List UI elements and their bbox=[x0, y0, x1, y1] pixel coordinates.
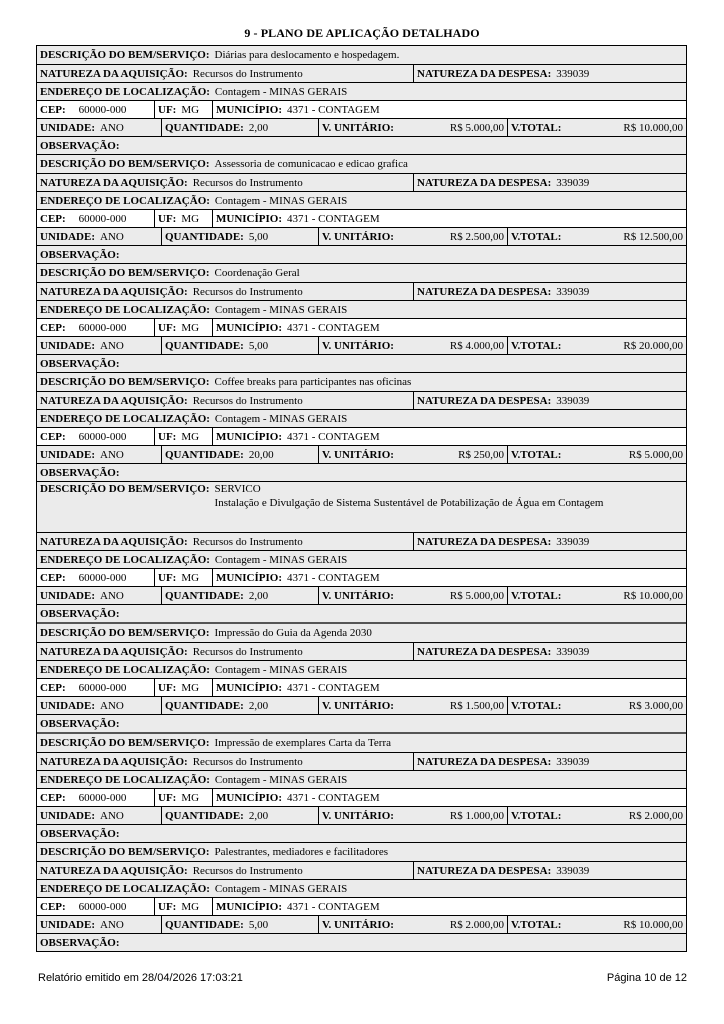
total-label: V.TOTAL: bbox=[511, 809, 562, 822]
acquisition-nature-label: NATUREZA DA AQUISIÇÃO: bbox=[40, 176, 188, 189]
values-row bbox=[37, 696, 686, 714]
quantity-label: QUANTIDADE: bbox=[165, 699, 244, 712]
acquisition-nature-value: Recursos do Instrumento bbox=[192, 645, 303, 658]
acquisition-nature-value: Recursos do Instrumento bbox=[192, 394, 303, 407]
municipality-value: 4371 - CONTAGEM bbox=[287, 791, 380, 804]
plan-table bbox=[36, 45, 687, 952]
expense-nature-value: 339039 bbox=[556, 755, 590, 768]
address-label: ENDEREÇO DE LOCALIZAÇÃO: bbox=[40, 85, 210, 98]
cep-label: CEP: bbox=[40, 571, 66, 584]
location-row bbox=[37, 897, 686, 915]
cep-label: CEP: bbox=[40, 681, 66, 694]
address-row bbox=[37, 550, 686, 568]
total-value: R$ 2.000,00 bbox=[628, 809, 683, 822]
total-value: R$ 3.000,00 bbox=[628, 699, 683, 712]
unit-price-value: R$ 4.000,00 bbox=[449, 339, 504, 352]
unit-label: UNIDADE: bbox=[40, 448, 95, 461]
quantity-value: 20,00 bbox=[248, 448, 274, 461]
values-row bbox=[37, 118, 686, 136]
description-value: Coordenação Geral bbox=[214, 267, 300, 279]
unit-price-value: R$ 2.500,00 bbox=[449, 230, 504, 243]
expense-nature-label: NATUREZA DA DESPESA: bbox=[417, 645, 552, 658]
description-row bbox=[37, 46, 686, 64]
observation-label: OBSERVAÇÃO: bbox=[40, 936, 120, 949]
cep-label: CEP: bbox=[40, 103, 66, 116]
acquisition-nature-label: NATUREZA DA AQUISIÇÃO: bbox=[40, 67, 188, 80]
municipality-label: MUNICÍPIO: bbox=[216, 430, 282, 443]
address-value: Contagem - MINAS GERAIS bbox=[214, 412, 348, 425]
observation-row bbox=[37, 604, 686, 622]
total-value: R$ 5.000,00 bbox=[628, 448, 683, 461]
address-value: Contagem - MINAS GERAIS bbox=[214, 303, 348, 316]
values-row bbox=[37, 806, 686, 824]
unit-label: UNIDADE: bbox=[40, 699, 95, 712]
plan-item bbox=[37, 622, 686, 732]
acquisition-nature-label: NATUREZA DA AQUISIÇÃO: bbox=[40, 864, 188, 877]
address-label: ENDEREÇO DE LOCALIZAÇÃO: bbox=[40, 412, 210, 425]
description-row bbox=[37, 155, 686, 173]
total-label: V.TOTAL: bbox=[511, 230, 562, 243]
quantity-value: 2,00 bbox=[248, 589, 269, 602]
uf-value: MG bbox=[181, 900, 200, 913]
total-value: R$ 12.500,00 bbox=[623, 230, 683, 243]
expense-nature-value: 339039 bbox=[556, 176, 590, 189]
unit-value: ANO bbox=[100, 121, 124, 134]
municipality-value: 4371 - CONTAGEM bbox=[287, 430, 380, 443]
acquisition-nature-label: NATUREZA DA AQUISIÇÃO: bbox=[40, 755, 188, 768]
address-row bbox=[37, 191, 686, 209]
cep-label: CEP: bbox=[40, 430, 66, 443]
address-row bbox=[37, 770, 686, 788]
municipality-value: 4371 - CONTAGEM bbox=[287, 212, 380, 225]
description-label: DESCRIÇÃO DO BEM/SERVIÇO: bbox=[40, 158, 210, 170]
values-row bbox=[37, 336, 686, 354]
unit-value: ANO bbox=[100, 448, 124, 461]
uf-label: UF: bbox=[158, 571, 177, 584]
uf-value: MG bbox=[181, 103, 200, 116]
plan-item bbox=[37, 842, 686, 951]
quantity-label: QUANTIDADE: bbox=[165, 121, 244, 134]
total-value: R$ 10.000,00 bbox=[623, 121, 683, 134]
municipality-label: MUNICÍPIO: bbox=[216, 212, 282, 225]
expense-nature-label: NATUREZA DA DESPESA: bbox=[417, 176, 552, 189]
address-value: Contagem - MINAS GERAIS bbox=[214, 773, 348, 786]
description-row bbox=[37, 734, 686, 752]
unit-label: UNIDADE: bbox=[40, 121, 95, 134]
cep-value: 60000-000 bbox=[78, 430, 127, 443]
acquisition-nature-value: Recursos do Instrumento bbox=[192, 67, 303, 80]
municipality-label: MUNICÍPIO: bbox=[216, 571, 282, 584]
address-row bbox=[37, 879, 686, 897]
observation-label: OBSERVAÇÃO: bbox=[40, 248, 120, 261]
description-label: DESCRIÇÃO DO BEM/SERVIÇO: bbox=[40, 737, 210, 749]
description-label: DESCRIÇÃO DO BEM/SERVIÇO: bbox=[40, 267, 210, 279]
uf-value: MG bbox=[181, 430, 200, 443]
uf-label: UF: bbox=[158, 681, 177, 694]
description-label: DESCRIÇÃO DO BEM/SERVIÇO: bbox=[40, 846, 210, 858]
observation-row bbox=[37, 714, 686, 732]
quantity-value: 2,00 bbox=[248, 121, 269, 134]
quantity-label: QUANTIDADE: bbox=[165, 918, 244, 931]
acquisition-nature-value: Recursos do Instrumento bbox=[192, 535, 303, 548]
observation-row bbox=[37, 824, 686, 842]
observation-label: OBSERVAÇÃO: bbox=[40, 717, 120, 730]
unit-price-value: R$ 5.000,00 bbox=[449, 589, 504, 602]
total-label: V.TOTAL: bbox=[511, 448, 562, 461]
address-value: Contagem - MINAS GERAIS bbox=[214, 85, 348, 98]
unit-label: UNIDADE: bbox=[40, 339, 95, 352]
observation-label: OBSERVAÇÃO: bbox=[40, 827, 120, 840]
nature-row bbox=[37, 861, 686, 879]
page-number: Página 10 de 12 bbox=[606, 972, 687, 984]
address-value: Contagem - MINAS GERAIS bbox=[214, 553, 348, 566]
unit-value: ANO bbox=[100, 699, 124, 712]
municipality-label: MUNICÍPIO: bbox=[216, 791, 282, 804]
address-label: ENDEREÇO DE LOCALIZAÇÃO: bbox=[40, 553, 210, 566]
uf-label: UF: bbox=[158, 900, 177, 913]
acquisition-nature-label: NATUREZA DA AQUISIÇÃO: bbox=[40, 535, 188, 548]
unit-price-label: V. UNITÁRIO: bbox=[322, 230, 394, 243]
address-row bbox=[37, 409, 686, 427]
location-row bbox=[37, 678, 686, 696]
description-label: DESCRIÇÃO DO BEM/SERVIÇO: bbox=[40, 627, 210, 639]
municipality-value: 4371 - CONTAGEM bbox=[287, 900, 380, 913]
municipality-label: MUNICÍPIO: bbox=[216, 321, 282, 334]
expense-nature-value: 339039 bbox=[556, 67, 590, 80]
municipality-value: 4371 - CONTAGEM bbox=[287, 321, 380, 334]
total-label: V.TOTAL: bbox=[511, 339, 562, 352]
location-row bbox=[37, 318, 686, 336]
total-label: V.TOTAL: bbox=[511, 918, 562, 931]
cep-value: 60000-000 bbox=[78, 791, 127, 804]
unit-price-label: V. UNITÁRIO: bbox=[322, 699, 394, 712]
values-row bbox=[37, 227, 686, 245]
plan-item bbox=[37, 481, 686, 622]
uf-value: MG bbox=[181, 321, 200, 334]
expense-nature-label: NATUREZA DA DESPESA: bbox=[417, 535, 552, 548]
uf-label: UF: bbox=[158, 791, 177, 804]
quantity-label: QUANTIDADE: bbox=[165, 339, 244, 352]
cep-value: 60000-000 bbox=[78, 321, 127, 334]
expense-nature-value: 339039 bbox=[556, 864, 590, 877]
location-row bbox=[37, 209, 686, 227]
plan-item bbox=[37, 732, 686, 842]
unit-value: ANO bbox=[100, 230, 124, 243]
expense-nature-label: NATUREZA DA DESPESA: bbox=[417, 394, 552, 407]
municipality-label: MUNICÍPIO: bbox=[216, 681, 282, 694]
unit-value: ANO bbox=[100, 589, 124, 602]
address-label: ENDEREÇO DE LOCALIZAÇÃO: bbox=[40, 882, 210, 895]
uf-label: UF: bbox=[158, 430, 177, 443]
description-row bbox=[37, 624, 686, 642]
address-value: Contagem - MINAS GERAIS bbox=[214, 882, 348, 895]
cep-label: CEP: bbox=[40, 791, 66, 804]
acquisition-nature-label: NATUREZA DA AQUISIÇÃO: bbox=[40, 285, 188, 298]
observation-row bbox=[37, 354, 686, 372]
unit-value: ANO bbox=[100, 339, 124, 352]
cep-value: 60000-000 bbox=[78, 103, 127, 116]
description-detail: Instalação e Divulgação de Sistema Sustentável de Potabilização de Água em Contagem bbox=[214, 497, 604, 509]
plan-item bbox=[37, 154, 686, 263]
observation-row bbox=[37, 245, 686, 263]
expense-nature-label: NATUREZA DA DESPESA: bbox=[417, 755, 552, 768]
uf-label: UF: bbox=[158, 321, 177, 334]
unit-price-label: V. UNITÁRIO: bbox=[322, 121, 394, 134]
cep-value: 60000-000 bbox=[78, 212, 127, 225]
expense-nature-label: NATUREZA DA DESPESA: bbox=[417, 864, 552, 877]
expense-nature-value: 339039 bbox=[556, 285, 590, 298]
quantity-value: 2,00 bbox=[248, 699, 269, 712]
description-value: Coffee breaks para participantes nas oficinas bbox=[214, 376, 412, 388]
observation-row bbox=[37, 136, 686, 154]
location-row bbox=[37, 100, 686, 118]
expense-nature-value: 339039 bbox=[556, 394, 590, 407]
total-label: V.TOTAL: bbox=[511, 699, 562, 712]
unit-value: ANO bbox=[100, 809, 124, 822]
quantity-label: QUANTIDADE: bbox=[165, 589, 244, 602]
acquisition-nature-value: Recursos do Instrumento bbox=[192, 864, 303, 877]
cep-label: CEP: bbox=[40, 321, 66, 334]
uf-label: UF: bbox=[158, 103, 177, 116]
unit-value: ANO bbox=[100, 918, 124, 931]
uf-value: MG bbox=[181, 212, 200, 225]
municipality-value: 4371 - CONTAGEM bbox=[287, 103, 380, 116]
description-row bbox=[37, 843, 686, 861]
total-value: R$ 10.000,00 bbox=[623, 589, 683, 602]
address-row bbox=[37, 660, 686, 678]
description-label: DESCRIÇÃO DO BEM/SERVIÇO: bbox=[40, 483, 210, 495]
address-label: ENDEREÇO DE LOCALIZAÇÃO: bbox=[40, 303, 210, 316]
address-value: Contagem - MINAS GERAIS bbox=[214, 194, 348, 207]
observation-label: OBSERVAÇÃO: bbox=[40, 357, 120, 370]
municipality-label: MUNICÍPIO: bbox=[216, 900, 282, 913]
description-value: Impressão do Guia da Agenda 2030 bbox=[214, 627, 372, 639]
quantity-value: 5,00 bbox=[248, 339, 269, 352]
description-label: DESCRIÇÃO DO BEM/SERVIÇO: bbox=[40, 376, 210, 388]
cep-value: 60000-000 bbox=[78, 681, 127, 694]
expense-nature-label: NATUREZA DA DESPESA: bbox=[417, 67, 552, 80]
observation-label: OBSERVAÇÃO: bbox=[40, 466, 120, 479]
quantity-label: QUANTIDADE: bbox=[165, 809, 244, 822]
expense-nature-label: NATUREZA DA DESPESA: bbox=[417, 285, 552, 298]
quantity-value: 2,00 bbox=[248, 809, 269, 822]
municipality-value: 4371 - CONTAGEM bbox=[287, 571, 380, 584]
acquisition-nature-value: Recursos do Instrumento bbox=[192, 285, 303, 298]
nature-row bbox=[37, 173, 686, 191]
cep-value: 60000-000 bbox=[78, 571, 127, 584]
quantity-value: 5,00 bbox=[248, 918, 269, 931]
total-value: R$ 20.000,00 bbox=[623, 339, 683, 352]
location-row bbox=[37, 788, 686, 806]
values-row bbox=[37, 445, 686, 463]
municipality-value: 4371 - CONTAGEM bbox=[287, 681, 380, 694]
description-row bbox=[37, 373, 686, 391]
quantity-label: QUANTIDADE: bbox=[165, 230, 244, 243]
observation-label: OBSERVAÇÃO: bbox=[40, 139, 120, 152]
nature-row bbox=[37, 64, 686, 82]
unit-price-value: R$ 1.500,00 bbox=[449, 699, 504, 712]
unit-label: UNIDADE: bbox=[40, 809, 95, 822]
quantity-value: 5,00 bbox=[248, 230, 269, 243]
unit-label: UNIDADE: bbox=[40, 230, 95, 243]
plan-item bbox=[37, 263, 686, 372]
total-label: V.TOTAL: bbox=[511, 121, 562, 134]
report-timestamp: Relatório emitido em 28/04/2026 17:03:21 bbox=[38, 972, 243, 984]
description-value: Assessoria de comunicacao e edicao grafica bbox=[214, 158, 408, 170]
location-row bbox=[37, 568, 686, 586]
description-value: Impressão de exemplares Carta da Terra bbox=[214, 737, 392, 749]
nature-row bbox=[37, 752, 686, 770]
cep-value: 60000-000 bbox=[78, 900, 127, 913]
address-value: Contagem - MINAS GERAIS bbox=[214, 663, 348, 676]
description-value: Diárias para deslocamento e hospedagem. bbox=[214, 49, 400, 61]
uf-value: MG bbox=[181, 571, 200, 584]
acquisition-nature-value: Recursos do Instrumento bbox=[192, 176, 303, 189]
total-value: R$ 10.000,00 bbox=[623, 918, 683, 931]
uf-value: MG bbox=[181, 791, 200, 804]
acquisition-nature-value: Recursos do Instrumento bbox=[192, 755, 303, 768]
description-label: DESCRIÇÃO DO BEM/SERVIÇO: bbox=[40, 49, 210, 61]
unit-price-label: V. UNITÁRIO: bbox=[322, 918, 394, 931]
values-row bbox=[37, 586, 686, 604]
nature-row bbox=[37, 642, 686, 660]
location-row bbox=[37, 427, 686, 445]
quantity-label: QUANTIDADE: bbox=[165, 448, 244, 461]
description-value: SERVICO bbox=[214, 483, 261, 495]
unit-label: UNIDADE: bbox=[40, 918, 95, 931]
expense-nature-value: 339039 bbox=[556, 645, 590, 658]
municipality-label: MUNICÍPIO: bbox=[216, 103, 282, 116]
address-row bbox=[37, 82, 686, 100]
description-row bbox=[37, 264, 686, 282]
uf-value: MG bbox=[181, 681, 200, 694]
address-label: ENDEREÇO DE LOCALIZAÇÃO: bbox=[40, 194, 210, 207]
description-value: Palestrantes, mediadores e facilitadores bbox=[214, 846, 389, 858]
cep-label: CEP: bbox=[40, 212, 66, 225]
acquisition-nature-label: NATUREZA DA AQUISIÇÃO: bbox=[40, 645, 188, 658]
acquisition-nature-label: NATUREZA DA AQUISIÇÃO: bbox=[40, 394, 188, 407]
unit-price-label: V. UNITÁRIO: bbox=[322, 448, 394, 461]
plan-item bbox=[37, 372, 686, 481]
observation-label: OBSERVAÇÃO: bbox=[40, 607, 120, 620]
unit-price-value: R$ 2.000,00 bbox=[449, 918, 504, 931]
unit-price-value: R$ 1.000,00 bbox=[449, 809, 504, 822]
expense-nature-value: 339039 bbox=[556, 535, 590, 548]
unit-price-label: V. UNITÁRIO: bbox=[322, 339, 394, 352]
unit-price-label: V. UNITÁRIO: bbox=[322, 809, 394, 822]
unit-label: UNIDADE: bbox=[40, 589, 95, 602]
address-label: ENDEREÇO DE LOCALIZAÇÃO: bbox=[40, 663, 210, 676]
unit-price-value: R$ 250,00 bbox=[458, 448, 504, 461]
address-label: ENDEREÇO DE LOCALIZAÇÃO: bbox=[40, 773, 210, 786]
plan-item bbox=[37, 46, 686, 154]
unit-price-value: R$ 5.000,00 bbox=[449, 121, 504, 134]
values-row bbox=[37, 915, 686, 933]
page-title: 9 - PLANO DE APLICAÇÃO DETALHADO bbox=[244, 26, 480, 40]
description-row bbox=[37, 482, 686, 532]
unit-price-label: V. UNITÁRIO: bbox=[322, 589, 394, 602]
nature-row bbox=[37, 282, 686, 300]
address-row bbox=[37, 300, 686, 318]
nature-row bbox=[37, 391, 686, 409]
uf-label: UF: bbox=[158, 212, 177, 225]
observation-row bbox=[37, 463, 686, 481]
observation-row bbox=[37, 933, 686, 951]
nature-row bbox=[37, 532, 686, 550]
total-label: V.TOTAL: bbox=[511, 589, 562, 602]
cep-label: CEP: bbox=[40, 900, 66, 913]
